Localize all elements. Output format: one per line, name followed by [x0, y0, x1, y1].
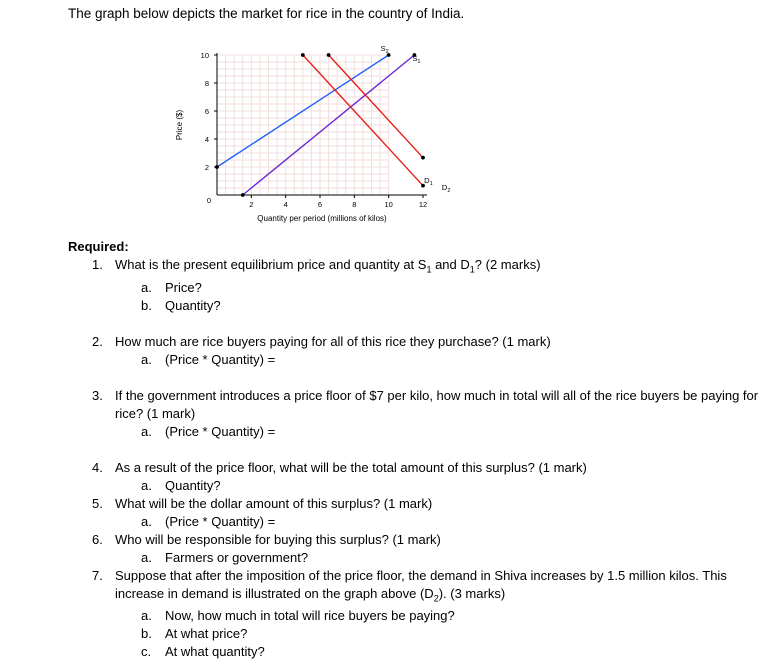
x-tick-label: 8 [352, 200, 357, 209]
question-2a: a. (Price * Quantity) = [141, 351, 276, 367]
question-7a: a. Now, how much in total will rice buyers be paying? [141, 608, 455, 624]
x-axis-label: Quantity per period (millions of kilos) [257, 214, 387, 223]
question-5a: a. (Price * Quantity) = [141, 513, 276, 529]
x-tick-label: 4 [283, 200, 288, 209]
series-point-s1 [241, 193, 245, 197]
y-axis-label: Price ($) [175, 109, 184, 141]
x-tick-label: 12 [418, 200, 428, 209]
question-1: 1. What is the present equilibrium price and quantity at $S_1$ and $D_1$? (2 marks) [92, 257, 541, 275]
question-3a: a. (Price * Quantity) = [141, 423, 276, 439]
series-point-d2 [327, 53, 331, 57]
question-4a: a. Quantity? [141, 477, 221, 493]
question-5: 5. What will be the dollar amount of this surplus? (1 mark) [92, 495, 433, 511]
intro-text: The graph below depicts the market for rice in the country of India. [68, 6, 465, 21]
y-tick-label: 2 [204, 163, 209, 172]
question-7b: b. At what price? [141, 626, 248, 642]
y-tick-label: 6 [204, 107, 209, 116]
series-point-d1 [301, 53, 305, 57]
question-6a: a. Farmers or government? [141, 549, 309, 565]
question-3: 3. If the government introduces a price floor of $7 per kilo, how much in total will all of the rice buyers be paying for rice? (1 mark) [92, 387, 759, 421]
x-tick-label: 10 [384, 200, 393, 209]
market-graph [165, 40, 455, 230]
question-1a: a. Price? [141, 279, 202, 295]
question-4: 4. As a result of the price floor, what will be the total amount of this surplus? (1 mark) [92, 459, 587, 475]
y-tick-label: 10 [200, 51, 209, 60]
origin-label: 0 [206, 196, 211, 205]
x-tick-label: 6 [317, 200, 323, 209]
question-7: 7. Suppose that after the imposition of the price floor, the demand in Shiva increases by 1.5 million kilos. This increase in demand is illustrated on the graph above $(D_2)$. (3 marks) [92, 567, 727, 604]
x-tick-label: 2 [249, 200, 254, 209]
question-number: 1. [92, 257, 103, 272]
y-tick-label: 4 [204, 135, 209, 144]
question-1b: b. Quantity? [141, 297, 221, 313]
graph-grid [217, 55, 389, 195]
question-6: 6. Who will be responsible for buying this surplus? (1 mark) [92, 531, 441, 547]
series-point-d2 [421, 156, 425, 160]
question-7c: c. At what quantity? [141, 644, 265, 660]
question-2: 2. How much are rice buyers paying for all of this rice they purchase? (1 mark) [92, 333, 551, 349]
d2-label: $D_2$ [441, 183, 451, 194]
question-document [68, 238, 768, 661]
s1-label: $S_1$ [412, 54, 421, 65]
y-tick-label: 8 [204, 79, 209, 88]
d1-label: $D_1$ [424, 176, 433, 187]
s2-label: $S_2$ [380, 44, 389, 55]
required-heading: Required: [68, 239, 129, 254]
